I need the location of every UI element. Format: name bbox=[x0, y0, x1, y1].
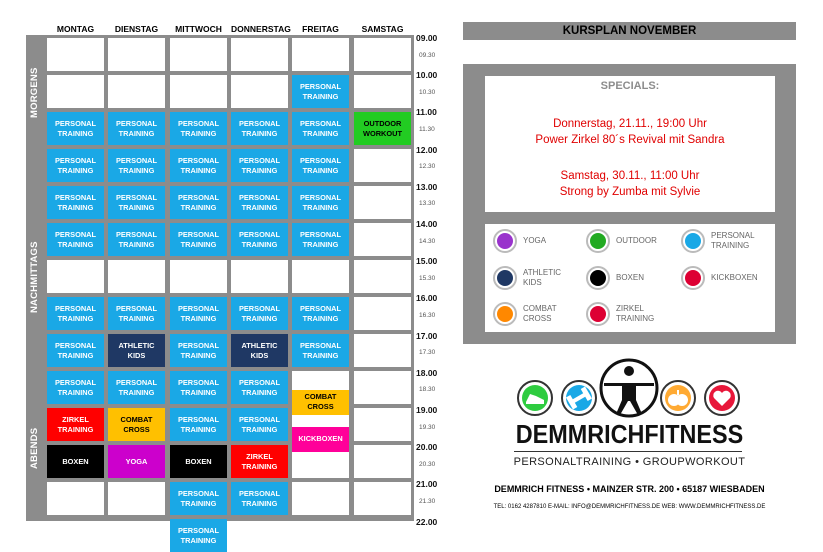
time-label-half: 15.30 bbox=[419, 274, 436, 282]
empty-slot bbox=[354, 75, 411, 108]
contact-line: TEL: 0162 4287810 E-MAIL: INFO@DEMMRICHFITNESS.DE WEB: WWW.DEMMRICHFITNESS.DE bbox=[493, 504, 766, 510]
empty-slot bbox=[354, 223, 411, 256]
course-personal[interactable]: PERSONAL TRAINING bbox=[170, 408, 227, 441]
time-label-hour: 20.00 bbox=[416, 442, 438, 453]
course-personal[interactable]: PERSONAL TRAINING bbox=[170, 334, 227, 367]
time-label-half: 12.30 bbox=[419, 163, 436, 171]
empty-slot bbox=[354, 445, 411, 478]
empty-slot bbox=[170, 260, 227, 293]
special-event-2-title: Strong by Zumba mit Sylvie bbox=[559, 186, 701, 198]
legend-label: ZIRKEL TRAINING bbox=[616, 304, 655, 323]
empty-slot bbox=[47, 260, 104, 293]
course-personal[interactable]: PERSONAL TRAINING bbox=[47, 186, 104, 219]
logo-heart-icon bbox=[705, 381, 739, 415]
shoe-icon bbox=[586, 229, 610, 253]
course-personal[interactable]: PERSONAL TRAINING bbox=[292, 334, 349, 367]
course-personal[interactable]: PERSONAL TRAINING bbox=[292, 112, 349, 145]
brand-tagline: PERSONALTRAINING • GROUPWORKOUT bbox=[513, 456, 746, 468]
empty-slot bbox=[47, 75, 104, 108]
time-label-hour: 12.00 bbox=[416, 144, 438, 155]
kickboxer-icon bbox=[681, 266, 705, 290]
time-label-hour: 13.00 bbox=[416, 181, 438, 192]
course-personal[interactable]: PERSONAL TRAINING bbox=[292, 75, 349, 108]
time-label-hour: 14.00 bbox=[416, 219, 438, 229]
day-header-dienstag: DIENSTAG bbox=[114, 24, 159, 34]
brand-name: DEMMRICHFITNESS bbox=[515, 419, 744, 449]
course-personal[interactable]: PERSONAL TRAINING bbox=[170, 186, 227, 219]
course-athletic[interactable]: ATHLETIC KIDS bbox=[108, 334, 165, 367]
legend-label: BOXEN bbox=[616, 273, 645, 282]
empty-slot bbox=[108, 260, 165, 293]
brand-logo bbox=[514, 358, 744, 420]
specials-title: SPECIALS: bbox=[600, 80, 660, 92]
empty-slot bbox=[231, 38, 288, 71]
course-personal[interactable]: PERSONAL TRAINING bbox=[231, 223, 288, 256]
course-personal[interactable]: PERSONAL TRAINING bbox=[108, 371, 165, 404]
special-event-1-date: Donnerstag, 21.11., 19:00 Uhr bbox=[553, 118, 707, 130]
course-personal[interactable]: PERSONAL TRAINING bbox=[231, 297, 288, 330]
empty-slot bbox=[354, 297, 411, 330]
legend-label: PERSONAL TRAINING bbox=[711, 231, 755, 250]
logo-apple-icon bbox=[661, 381, 695, 415]
time-label-half: 16.30 bbox=[419, 312, 436, 319]
time-label-half: 14.30 bbox=[419, 237, 436, 245]
legend-label: YOGA bbox=[523, 236, 547, 245]
time-label-half: 13.30 bbox=[419, 200, 436, 208]
course-personal[interactable]: PERSONAL TRAINING bbox=[108, 297, 165, 330]
time-label-hour: 21.00 bbox=[416, 479, 438, 490]
course-personal[interactable]: PERSONAL TRAINING bbox=[231, 482, 288, 515]
day-header-freitag: FREITAG bbox=[302, 24, 339, 34]
heartbeat-icon bbox=[586, 302, 610, 326]
time-label-hour: 09.00 bbox=[416, 33, 438, 43]
empty-slot bbox=[47, 38, 104, 71]
course-personal[interactable]: PERSONAL TRAINING bbox=[231, 408, 288, 441]
course-combat[interactable]: COMBAT CROSS bbox=[292, 390, 349, 415]
course-personal[interactable]: PERSONAL TRAINING bbox=[170, 519, 227, 552]
course-kickboxen[interactable]: KICKBOXEN bbox=[292, 427, 349, 452]
empty-slot bbox=[354, 260, 411, 293]
section-label-morgens: MORGENS bbox=[29, 67, 40, 119]
time-label-half: 11.30 bbox=[419, 126, 435, 133]
course-boxen[interactable]: BOXEN bbox=[170, 445, 227, 478]
empty-slot bbox=[292, 38, 349, 71]
address-line: DEMMRICH FITNESS • MAINZER STR. 200 • 65187 WIESBADEN bbox=[494, 484, 765, 494]
time-label-half: 19.30 bbox=[419, 423, 436, 431]
course-personal[interactable]: PERSONAL TRAINING bbox=[292, 186, 349, 219]
empty-slot bbox=[354, 482, 411, 515]
empty-slot bbox=[354, 38, 411, 71]
course-combat[interactable]: COMBAT CROSS bbox=[108, 408, 165, 441]
legend-label: KICKBOXEN bbox=[711, 273, 758, 282]
day-header-donnerstag: DONNERSTAG bbox=[231, 24, 291, 34]
empty-slot bbox=[354, 149, 411, 182]
empty-slot bbox=[354, 371, 411, 404]
course-personal[interactable]: PERSONAL TRAINING bbox=[170, 112, 227, 145]
time-label-hour: 15.00 bbox=[416, 256, 438, 267]
course-personal[interactable]: PERSONAL TRAINING bbox=[47, 149, 104, 182]
course-personal[interactable]: PERSONAL TRAINING bbox=[170, 371, 227, 404]
time-label-hour: 16.00 bbox=[416, 293, 438, 304]
course-personal[interactable]: PERSONAL TRAINING bbox=[47, 112, 104, 145]
course-personal[interactable]: PERSONAL TRAINING bbox=[170, 297, 227, 330]
time-label-hour: 11.00 bbox=[416, 107, 437, 118]
empty-slot bbox=[231, 75, 288, 108]
course-personal[interactable]: PERSONAL TRAINING bbox=[292, 223, 349, 256]
time-label-hour: 17.00 bbox=[416, 330, 438, 341]
day-header-mittwoch: MITTWOCH bbox=[175, 24, 222, 34]
time-label-half: 17.30 bbox=[419, 349, 436, 357]
special-event-2-date: Samstag, 30.11., 11:00 Uhr bbox=[560, 170, 700, 182]
day-header-montag: MONTAG bbox=[56, 24, 95, 34]
time-label-hour: 19.00 bbox=[416, 405, 438, 415]
empty-slot bbox=[108, 75, 165, 108]
course-personal[interactable]: PERSONAL TRAINING bbox=[170, 149, 227, 182]
time-label-hour: 18.00 bbox=[416, 367, 438, 378]
boxing-glove-icon bbox=[586, 266, 610, 290]
legend-label: COMBAT CROSS bbox=[523, 304, 557, 323]
empty-slot bbox=[170, 75, 227, 108]
special-event-1-title: Power Zirkel 80´s Revival mit Sandra bbox=[535, 134, 725, 146]
combat-icon bbox=[493, 302, 517, 326]
course-personal[interactable]: PERSONAL TRAINING bbox=[170, 482, 227, 515]
logo-vitruvian-icon bbox=[601, 360, 657, 416]
course-personal[interactable]: PERSONAL TRAINING bbox=[47, 297, 104, 330]
yin-yang-icon bbox=[493, 229, 517, 253]
time-label-half: 10.30 bbox=[419, 88, 436, 96]
course-zirkel[interactable]: ZIRKEL TRAINING bbox=[47, 408, 104, 441]
empty-slot bbox=[354, 334, 411, 367]
course-personal[interactable]: PERSONAL TRAINING bbox=[47, 334, 104, 367]
course-personal[interactable]: PERSONAL TRAINING bbox=[47, 371, 104, 404]
empty-slot bbox=[170, 38, 227, 71]
empty-slot bbox=[354, 408, 411, 441]
empty-slot bbox=[108, 482, 165, 515]
course-zirkel[interactable]: ZIRKEL TRAINING bbox=[231, 445, 288, 478]
empty-slot bbox=[292, 260, 349, 293]
course-personal[interactable]: PERSONAL TRAINING bbox=[292, 297, 349, 330]
empty-slot bbox=[231, 260, 288, 293]
section-label-nachmittags: NACHMITTAGS bbox=[29, 241, 40, 314]
time-label-half: 21.30 bbox=[419, 498, 436, 505]
course-personal[interactable]: PERSONAL TRAINING bbox=[108, 223, 165, 256]
course-personal[interactable]: PERSONAL TRAINING bbox=[231, 186, 288, 219]
time-label-half: 09.30 bbox=[419, 51, 436, 59]
logo-shoe-icon bbox=[518, 381, 552, 415]
empty-slot bbox=[354, 186, 411, 219]
course-personal[interactable]: PERSONAL TRAINING bbox=[47, 223, 104, 256]
legend-label: OUTDOOR bbox=[616, 236, 657, 245]
section-label-abends: ABENDS bbox=[29, 427, 40, 469]
day-header-samstag: SAMSTAG bbox=[361, 24, 404, 34]
course-athletic[interactable]: ATHLETIC KIDS bbox=[231, 334, 288, 367]
kids-icon bbox=[493, 266, 517, 290]
logo-dumbbell-icon bbox=[562, 381, 596, 415]
legend-label: ATHLETIC KIDS bbox=[523, 268, 562, 287]
time-label-half: 18.30 bbox=[419, 386, 436, 394]
course-outdoor[interactable]: OUTDOOR WORKOUT bbox=[354, 112, 411, 145]
time-label-hour: 10.00 bbox=[416, 70, 438, 81]
course-personal[interactable]: PERSONAL TRAINING bbox=[108, 149, 165, 182]
course-personal[interactable]: PERSONAL TRAINING bbox=[292, 149, 349, 182]
course-personal[interactable]: PERSONAL TRAINING bbox=[108, 112, 165, 145]
course-personal[interactable]: PERSONAL TRAINING bbox=[170, 223, 227, 256]
time-label-hour: 22.00 bbox=[416, 516, 438, 527]
brand-divider bbox=[514, 451, 742, 452]
course-personal[interactable]: PERSONAL TRAINING bbox=[231, 149, 288, 182]
empty-slot bbox=[292, 482, 349, 515]
course-personal[interactable]: PERSONAL TRAINING bbox=[231, 112, 288, 145]
course-boxen[interactable]: BOXEN bbox=[47, 445, 104, 478]
time-label-half: 20.30 bbox=[419, 460, 436, 468]
dumbbell-icon bbox=[681, 229, 705, 253]
empty-slot bbox=[47, 482, 104, 515]
course-yoga[interactable]: YOGA bbox=[108, 445, 165, 478]
page-title: KURSPLAN NOVEMBER bbox=[463, 22, 796, 40]
course-personal[interactable]: PERSONAL TRAINING bbox=[108, 186, 165, 219]
course-personal[interactable]: PERSONAL TRAINING bbox=[231, 371, 288, 404]
empty-slot bbox=[108, 38, 165, 71]
